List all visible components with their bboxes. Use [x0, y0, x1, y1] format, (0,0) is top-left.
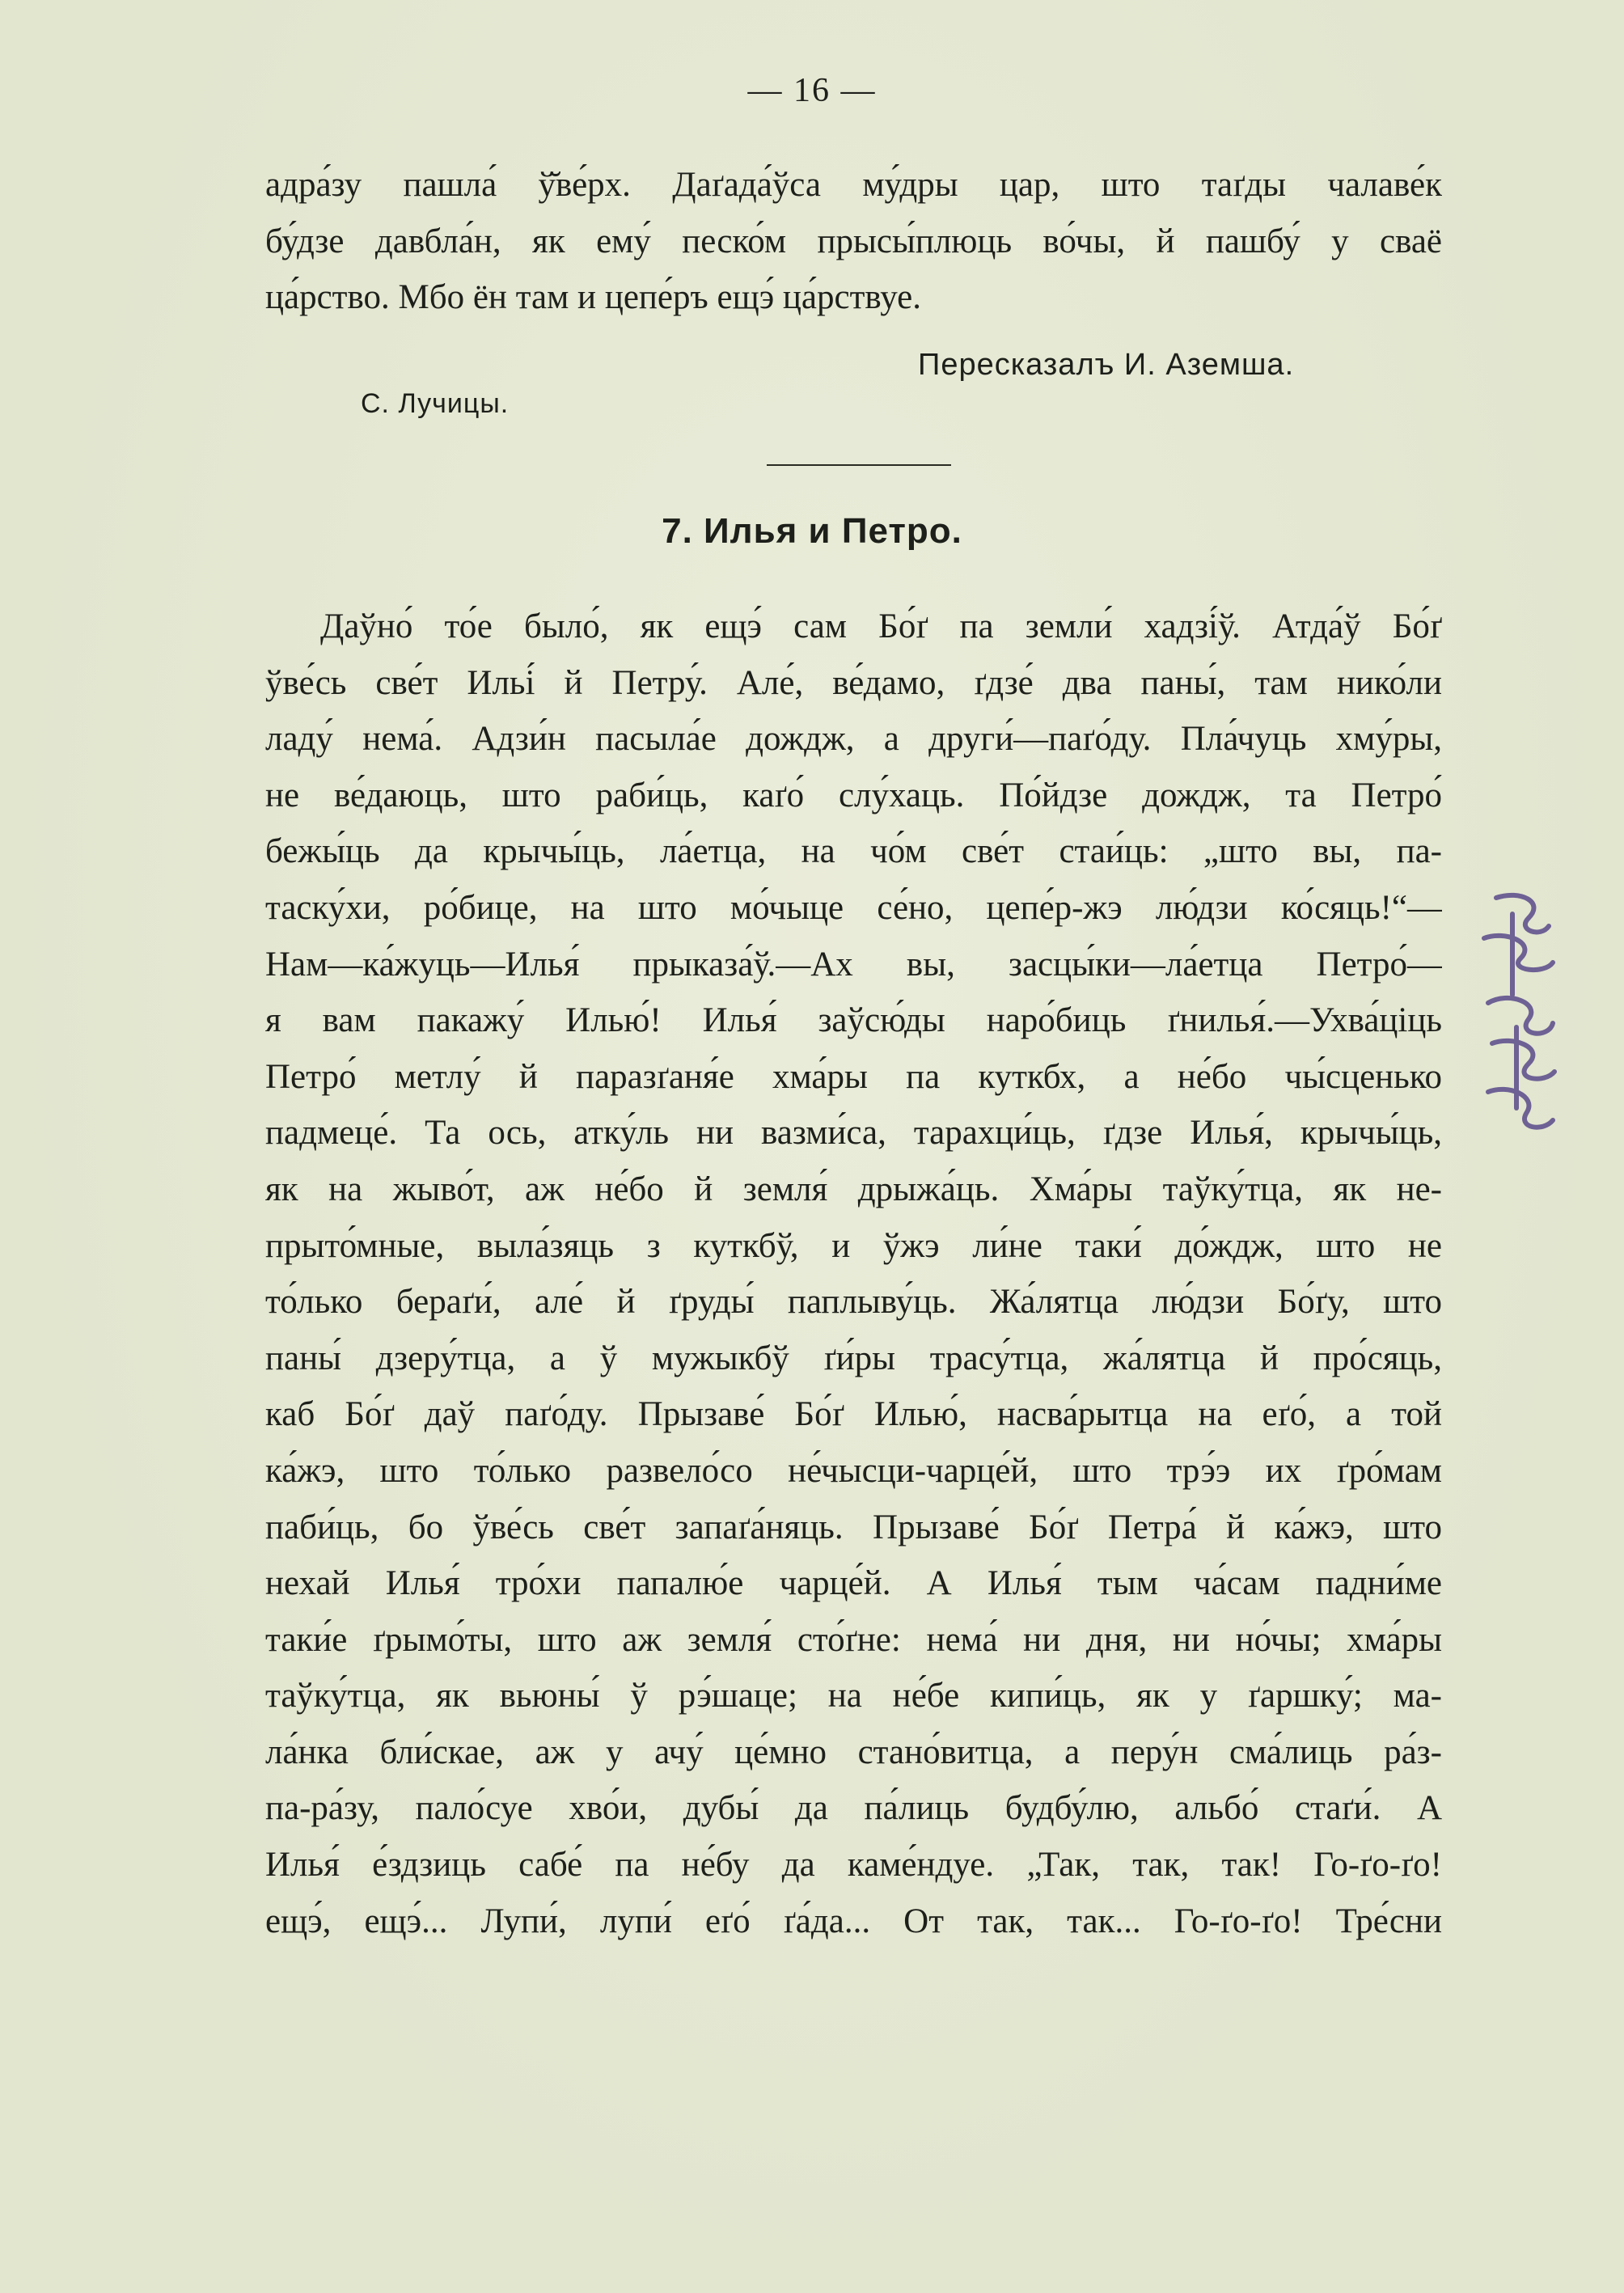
village-name: С. Лучицы.	[361, 388, 510, 419]
text-line: нехай Илья́ тро́хи папалю́е чарце́й. А Илья́ тым ча́сам падни́ме	[265, 1564, 1442, 1603]
text-line: Илья́ е́здзиць сабе́ па не́бу да каме́ндуе. „Так, так, так! Го-ґо-ґо!	[265, 1846, 1442, 1885]
story-title: 7. Илья и Петро.	[662, 511, 962, 551]
text-line: як на жыво́т, аж не́бо й земля́ дрыжа́ць. Хма́ры таўку́тца, як не-	[265, 1170, 1442, 1208]
text-line: я вам пакажу́ Илью́! Илья́ заўсю́ды наро́биць ґнилья́.—Ухва́ціць	[265, 1001, 1442, 1040]
page-number: — 16 —	[747, 72, 877, 109]
text-line: таки́е ґрымо́ты, што аж земля́ сто́ґне: нема́ ни дня, ни но́чы; хма́ры	[265, 1620, 1442, 1659]
text-line: ла́нка бли́скае, аж у ачу́ це́мно стано́витца, а перу́н сма́лиць ра́з-	[265, 1732, 1442, 1771]
text-line: Даўно́ то́е было́, як ещэ́ сам Бо́ґ па земли́ хадзі́ў. Атда́ў Бо́ґ	[320, 607, 1442, 645]
text-line: Нам—ка́жуць—Илья́ прыказа́ў.—Ах вы, засцы́ки—ла́етца Петро́—	[265, 945, 1442, 984]
text-line: бежы́ць да крычы́ць, ла́етца, на чо́м све́т стаи́ць: „што вы, па-	[265, 832, 1442, 871]
text-line: не ве́даюць, што раби́ць, каґо́ слу́хаць. По́йдзе дождж, та Петро́	[265, 776, 1442, 814]
text-line: каб Бо́ґ даў паґо́ду. Прызаве́ Бо́ґ Илью́, насва́рытца на еґо́, а той	[265, 1395, 1442, 1434]
text-line: прыто́мные, выла́зяць з куткбў, и ўжэ ли́не таки́ до́ждж, што не	[265, 1226, 1442, 1265]
text-line: ещэ́, ещэ́... Лупи́, лупи́ еґо́ ґа́да... От так, так... Го-ґо-ґо! Тре́сни	[265, 1902, 1442, 1940]
retold-by-credit: Пересказалъ И. Аземша.	[918, 348, 1295, 382]
text-line: ка́жэ, што то́лько развело́со не́чысци-чарце́й, што трэ́э их ґро́мам	[265, 1451, 1442, 1490]
text-line: таўку́тца, як вьюны́ ў рэ́шаце; на не́бе кипи́ць, як у ґаршку́; ма-	[265, 1677, 1442, 1716]
text-line: то́лько бераґи́, але́ й ґруды́ паплыву́ць. Жа́лятца лю́дзи Бо́ґу, што	[265, 1283, 1442, 1322]
text-line: адра́зу пашла́ ў̆ве́рх. Даґада́ўса му́дры цар, што таґды чалаве́к	[265, 166, 1442, 204]
handwritten-mark	[1472, 882, 1561, 1149]
section-divider	[767, 464, 951, 466]
story-body	[265, 599, 1442, 1949]
text-line: паби́ць, бо ўве́сь све́т запаґа́няць. Прызаве́ Бо́ґ Петра́ й ка́жэ, што	[265, 1508, 1442, 1546]
intro-paragraph	[265, 157, 1442, 326]
text-line: ўве́сь све́т Ильі́ й Петру́. Але́, ве́дамо, ґдзе́ два паны́, там нико́ли	[265, 663, 1442, 702]
text-line: ладу́ нема́. Адзи́н пасыла́е дождж, а други́—паґо́ду. Пла́чуць хму́ры,	[265, 720, 1442, 759]
text-line: ца́рство. Мбо ён там и цепе́ръ ещэ́ ца́рствуе.	[265, 278, 921, 317]
text-line: таску́хи, ро́бице, на што мо́чыце се́но, цепе́р-жэ лю́дзи ко́сяць!“—	[265, 888, 1442, 927]
text-line: бу́дзе давбла́н, як ему́ песко́м прысы́плюць во́чы, й пашбу́ у сваё	[265, 222, 1442, 260]
text-line: па-ра́зу, пало́суе хво́и, дубы́ да па́лиць будбу́лю, альбо́ стаґи́. А	[265, 1789, 1442, 1828]
text-line: падмеце́. Та ось, атку́ль ни вазми́са, тарахци́ць, ґдзе Илья́, крычы́ць,	[265, 1114, 1442, 1153]
text-line: Петро́ метлу́ й паразґаня́е хма́ры па куткбх, а не́бо чы́сценько	[265, 1057, 1442, 1096]
text-line: паны́ дзеру́тца, а ў мужыкбў ґи́ры трасу́тца, жа́лятца й про́сяць,	[265, 1339, 1442, 1377]
